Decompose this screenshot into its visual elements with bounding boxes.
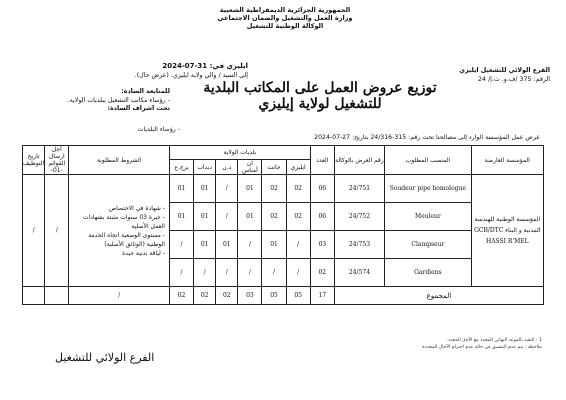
offer-cell: 24/751	[334, 175, 384, 203]
count-cell: 03	[310, 231, 334, 259]
header-org: المؤسسة العارضة	[471, 146, 543, 175]
recipients-line-1: للمتابعة السادة:	[121, 88, 170, 95]
header-offer: رقم العرض بالوكالة	[334, 146, 384, 175]
ministry-name: وزارة العمل والتشغيل والضمان الاجتماعي	[217, 14, 353, 22]
document-date: ايليزي في: 31-07-2024	[162, 62, 248, 70]
dateline-block	[28, 62, 248, 80]
post-cell: Gardiens	[385, 259, 471, 287]
total-quota: 02	[194, 287, 216, 305]
quota-cell: 01	[238, 203, 262, 231]
header-count: العدد	[310, 146, 334, 175]
count-cell: 06	[310, 175, 334, 203]
total-deadline	[45, 287, 69, 305]
total-quota: 05	[286, 287, 310, 305]
offer-cell: 24/574	[334, 259, 384, 287]
municipality-header: جانت	[262, 160, 286, 175]
branch-name: الفرع الولائي للتشغيل ايليزي	[459, 67, 550, 74]
quota-cell: /	[286, 231, 310, 259]
recipients-line-3: تحت اشراف السادة:	[107, 105, 170, 112]
header-post: المنصب المطلوب	[385, 146, 471, 175]
condition-item: - شهادة في الاختصاص	[108, 204, 165, 212]
org-cell: المؤسسة الوطنية للهندسة المدنية و البناء GCB/DTC HASSI R'MEL	[471, 175, 543, 287]
quota-cell: 01	[238, 175, 262, 203]
total-quota: 02	[169, 287, 193, 305]
reference-number: الرقم: 375 /ف.و. ت.إ/ 24	[477, 76, 550, 83]
quota-cell: 01	[194, 175, 216, 203]
header-conditions: الشروط المطلوبة	[69, 146, 170, 175]
quota-cell: /	[216, 259, 238, 287]
quota-cell: /	[194, 259, 216, 287]
quota-cell: 01	[262, 231, 286, 259]
offer-cell: 24/753	[334, 231, 384, 259]
post-cell: Soudeur pipe homologue	[385, 175, 471, 203]
quota-cell: 02	[262, 175, 286, 203]
municipality-header: ذ.ن	[216, 160, 238, 175]
quota-cell: 01	[216, 231, 238, 259]
total-quota: 02	[216, 287, 238, 305]
offer-cell: 24/752	[334, 203, 384, 231]
count-cell: 02	[310, 259, 334, 287]
municipality-header: برج.ع	[169, 160, 193, 175]
footnotes	[22, 338, 542, 351]
total-row	[23, 287, 544, 305]
quota-cell: /	[216, 203, 238, 231]
quota-cell: 01	[194, 203, 216, 231]
quota-cell: 02	[286, 203, 310, 231]
quota-cell: /	[286, 259, 310, 287]
post-cell: Meuleur	[385, 203, 471, 231]
condition-item: - خبرة 03 سنوات مثبتة بشهادات العمل الأصلية	[82, 213, 165, 230]
recipients-line-2: - رؤساء مكاتب التشغيل ببلديات الولاية.	[67, 96, 170, 104]
total-quota: 05	[262, 287, 286, 305]
total-conditions: /	[69, 287, 170, 305]
quota-cell: /	[238, 231, 262, 259]
quota-cell: 02	[286, 175, 310, 203]
quota-cell: 01	[169, 203, 193, 231]
count-cell: 06	[310, 203, 334, 231]
header-deadline: أجل ارسال القوائم -01-	[45, 146, 69, 175]
document-header	[170, 6, 400, 30]
offers-table	[22, 145, 544, 305]
footnote-2: ملاحظة : يتم عدم التنسيق في حالة عدم احترام الآجال المحددة	[422, 344, 542, 350]
condition-item: - لياقة بدنية جيدة	[122, 249, 165, 257]
quota-cell: /	[169, 259, 193, 287]
date-cell: /	[23, 175, 45, 287]
total-count: 17	[310, 287, 334, 305]
header-date: تاريخ التوظيف	[23, 146, 45, 175]
republic-name: الجمهورية الجزائرية الديمقراطية الشعبية	[219, 6, 351, 14]
total-date	[23, 287, 45, 305]
recipients-block	[30, 88, 170, 114]
table-header-row	[23, 146, 544, 160]
municipality-header: ان أمناس	[238, 160, 262, 175]
document-title: توزيع عروض العمل على المكاتب البلدية للتشغيل لولاية إيليزي	[203, 80, 437, 112]
quota-cell: 01	[169, 175, 193, 203]
conditions-cell	[69, 175, 170, 287]
signature-block: الفرع الولائي للتشغيل	[55, 351, 155, 364]
post-cell: Clampseur	[385, 231, 471, 259]
condition-item: - مستوى الوضعية اتجاه الخدمة الوطنية (الوثائق الأصلية)	[88, 231, 165, 248]
recipients-line-4: - رؤساء البلديات	[137, 126, 180, 133]
total-quota: 03	[238, 287, 262, 305]
header-municipalities: بلديات الولاية	[169, 146, 310, 160]
agency-name: الوكالة الوطنية للتشغيل	[246, 22, 324, 30]
quota-cell: /	[169, 231, 193, 259]
quota-cell: 02	[262, 203, 286, 231]
table-row	[23, 175, 544, 203]
footnote-1: 1 - التقيد بالموعد النهائي المحدد مع الأجل المحدد.	[446, 338, 542, 343]
total-label: المجموع	[334, 287, 543, 305]
deadline-cell: /	[45, 175, 69, 287]
quota-cell: 01	[194, 231, 216, 259]
quota-cell: /	[238, 259, 262, 287]
offer-subject: عرض عمل المؤسسة الوارد إلى مصالحنا تحت رقم: 315-24/316 بتاريخ: 27-07-2024	[314, 134, 540, 141]
quota-cell: /	[216, 175, 238, 203]
municipality-header: ايليزي	[286, 160, 310, 175]
addressee: إلى السيد / والي ولاية ايليزي. (عرض حال).	[134, 72, 248, 79]
municipality-header: دبداب	[194, 160, 216, 175]
quota-cell: /	[262, 259, 286, 287]
